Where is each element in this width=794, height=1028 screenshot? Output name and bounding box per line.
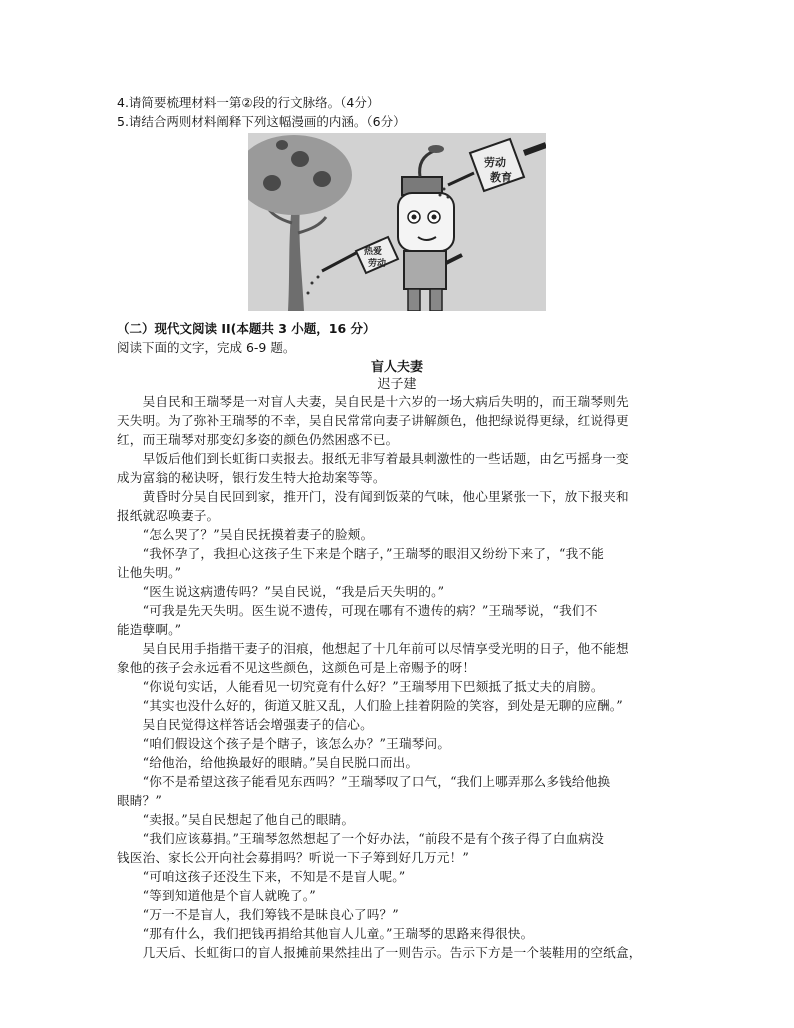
sign-right-line2: 教育 bbox=[490, 171, 512, 184]
story-line: “等到知道他是个盲人就晚了。” bbox=[117, 888, 316, 903]
story-line: 报纸就忍唤妻子。 bbox=[117, 508, 220, 523]
story-line: “可我是先天失明。医生说不遗传，可现在哪有不遗传的病？”王瑞琴说，“我们不 bbox=[117, 603, 598, 618]
story-line: 眼睛？” bbox=[117, 793, 163, 808]
question-4: 4.请简要梳理材料一第②段的行文脉络。（4分） bbox=[117, 95, 380, 110]
story-line: 象他的孩子会永远看不见这些颜色，这颜色可是上帝赐予的呀！ bbox=[117, 660, 476, 675]
story-line: “可咱这孩子还没生下来，不知是不是盲人呢。” bbox=[117, 869, 406, 884]
section-heading: （二）现代文阅读 II(本题共 3 小题，16 分） bbox=[117, 321, 376, 336]
story-author: 迟子建 bbox=[377, 377, 417, 392]
story-line: “万一不是盲人，我们筹钱不是昧良心了吗？” bbox=[117, 907, 399, 922]
story-line: 黄昏时分吴自民回到家，推开门，没有闻到饭菜的气味，他心里紧张一下，放下报夹和 bbox=[117, 489, 629, 504]
story-line: “卖报。”吴自民想起了他自己的眼睛。 bbox=[117, 812, 355, 827]
story-line: 成为富翁的秘诀呀，银行发生特大抢劫案等等。 bbox=[117, 470, 386, 485]
section-instruction: 阅读下面的文字，完成 6-9 题。 bbox=[117, 340, 296, 355]
story-line: “其实也没什么好的，街道又脏又乱，人们脸上挂着阴险的笑容，到处是无聊的应酬。” bbox=[117, 698, 623, 713]
story-title: 盲人夫妻 bbox=[370, 360, 423, 375]
story-line: 吴自民觉得这样答话会增强妻子的信心。 bbox=[117, 717, 373, 732]
tree-fruit bbox=[276, 140, 288, 150]
story-line: “我怀孕了，我担心这孩子生下来是个瞎子，”王瑞琴的眼泪又纷纷下来了，“我不能 bbox=[117, 546, 604, 561]
story-line: 能造孽啊。” bbox=[117, 622, 182, 637]
story-line: 吴自民和王瑞琴是一对盲人夫妻，吴自民是十六岁的一场大病后失明的，而王瑞琴则先 bbox=[117, 394, 629, 409]
story-line: “我们应该募捐。”王瑞琴忽然想起了一个好办法，“前段不是有个孩子得了白血病没 bbox=[117, 831, 604, 846]
story-line: 早饭后他们到长虹街口卖报去。报纸无非写着最具刺激性的一些话题，由乞丐摇身一变 bbox=[117, 451, 629, 466]
story-line: 天失明。为了弥补王瑞琴的不幸，吴自民常常向妻子讲解颜色，他把绿说得更绿，红说得更 bbox=[117, 413, 629, 428]
tree-fruit bbox=[291, 151, 309, 167]
story-line: 红，而王瑞琴对那变幻多姿的颜色仍然困惑不已。 bbox=[117, 432, 399, 447]
sign-left-line1: 热爱 bbox=[364, 247, 383, 257]
story-line: “咱们假设这个孩子是个瞎子，该怎么办？”王瑞琴问。 bbox=[117, 736, 451, 751]
story-line: “给他治，给他换最好的眼睛。”吴自民脱口而出。 bbox=[117, 755, 419, 770]
cartoon-illustration bbox=[248, 133, 546, 311]
question-5: 5.请结合两则材料阐释下列这幅漫画的内涵。（6分） bbox=[117, 114, 406, 129]
story-line: “怎么哭了？”吴自民抚摸着妻子的脸颊。 bbox=[117, 527, 374, 542]
sign-left-line2: 劳动 bbox=[368, 259, 387, 269]
story-line: 吴自民用手指揩干妻子的泪痕，他想起了十几年前可以尽情享受光明的日子，他不能想 bbox=[117, 641, 629, 656]
story-line: 几天后、长虹街口的盲人报摊前果然挂出了一则告示。告示下方是一个装鞋用的空纸盒， bbox=[117, 945, 642, 960]
story-line: “那有什么，我们把钱再捐给其他盲人儿童。”王瑞琴的思路来得很快。 bbox=[117, 926, 534, 941]
story-line: “你说句实话，人能看见一切究竟有什么好？”王瑞琴用下巴颏抵了抵丈夫的肩膀。 bbox=[117, 679, 604, 694]
boy-body bbox=[404, 251, 446, 289]
story-line: 让他失明。” bbox=[117, 565, 182, 580]
boy-face bbox=[398, 193, 454, 251]
story-line: 钱医治、家长公开向社会募捐吗？听说一下子筹到好几万元！” bbox=[117, 850, 470, 865]
story-line: “你不是希望这孩子能看见东西吗？”王瑞琴叹了口气，“我们上哪弄那么多钱给他换 bbox=[117, 774, 611, 789]
story-line: “医生说这病遗传吗？”吴自民说，“我是后天失明的。” bbox=[117, 584, 445, 599]
seedling-leaf bbox=[428, 145, 444, 153]
sign-right-line1: 劳动 bbox=[484, 156, 506, 169]
tree-fruit bbox=[313, 171, 331, 187]
tree-fruit bbox=[263, 175, 281, 191]
